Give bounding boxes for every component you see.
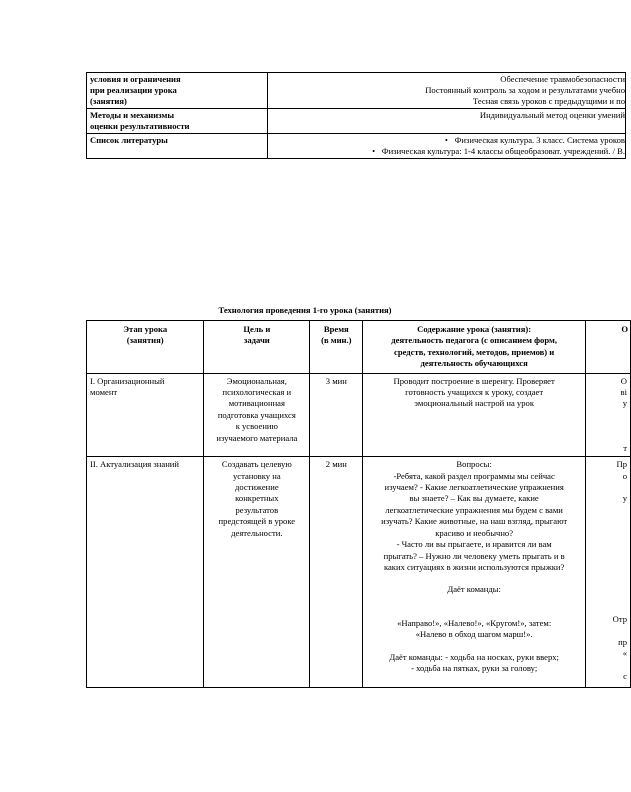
header-row xyxy=(87,321,631,374)
header-extra: О xyxy=(585,321,630,374)
extra-cell: О ві у т xyxy=(585,373,630,457)
header-goal: Цель и задачи xyxy=(204,321,310,374)
label-cell: условия и ограничения при реализации урока (занятия) xyxy=(87,73,268,109)
extra-cell: Пр о у Отр пр « с xyxy=(585,457,630,688)
time-cell: 3 мин xyxy=(310,373,363,457)
stage-cell: II. Актуализация знаний xyxy=(87,457,204,688)
goal-cell: Эмоциональная, психологическая и мотивационная подготовка учащихся к усвоению изучаемого материала xyxy=(204,373,310,457)
content-cell: Проводит построение в шеренгу. Проверяет готовность учащихся к уроку, создает эмоциональный настрой на урок xyxy=(363,373,586,457)
bullet-icon: • xyxy=(372,146,376,156)
table-caption: Технология проведения 1-го урока (занятия) xyxy=(218,305,392,315)
literature-item: • Физическая культура. 3 класс. Система уроков xyxy=(271,135,625,146)
label-cell: Методы и механизмы оценки результативности xyxy=(87,109,268,134)
stage-cell: I. Организационный момент xyxy=(87,373,204,457)
content-cell: Вопросы: -Ребята, какой раздел программы мы сейчас изучаем? - Какие легкоатлетические упражнения вы знаете? – Как вы думаете, какие легкоатлетические упражнения мы будем с вами изучать? Какие животные, на наш взгляд, прыгают красиво и необычно? - Часто ли вы прыгаете, и нравится ли вам прыгать? – Нужно ли человеку уметь прыгать и в каких ситуациях в жизни используются прыжки? Даёт команды: «Направо!», «Налево!», «Кругом!», затем: «Налево в обход шагом марш!». Даёт команды: - ходьба на носках, руки вверх; - ходьба на пятках, руки за голову; xyxy=(363,457,586,688)
table-row xyxy=(87,109,626,134)
table-row xyxy=(87,457,631,688)
table-row xyxy=(87,134,626,159)
value-cell xyxy=(268,134,626,159)
value-cell: Обеспечение травмобезопасности Постоянный контроль за ходом и результатами учебно Тесная связь уроков с предыдущими и по xyxy=(268,73,626,109)
label-cell: Список литературы xyxy=(87,134,268,159)
header-time: Время (в мин.) xyxy=(310,321,363,374)
lesson-technology-table xyxy=(86,320,631,688)
header-content: Содержание урока (занятия): деятельность педагога (с описанием форм, средств, технологий, методов, приемов) и деятельность обучающихся xyxy=(363,321,586,374)
literature-item: • Физическая культура: 1-4 классы общеобразоват. учреждений. / В. xyxy=(271,146,625,157)
bullet-icon: • xyxy=(444,135,448,145)
lesson-info-table xyxy=(86,72,626,159)
goal-cell: Создавать целевую установку на достижение конкретных результатов предстоящей в уроке деятельности. xyxy=(204,457,310,688)
header-stage: Этап урока (занятия) xyxy=(87,321,204,374)
value-cell: Индивидуальный метод оценки умений xyxy=(268,109,626,134)
table-row xyxy=(87,73,626,109)
table-row xyxy=(87,373,631,457)
time-cell: 2 мин xyxy=(310,457,363,688)
